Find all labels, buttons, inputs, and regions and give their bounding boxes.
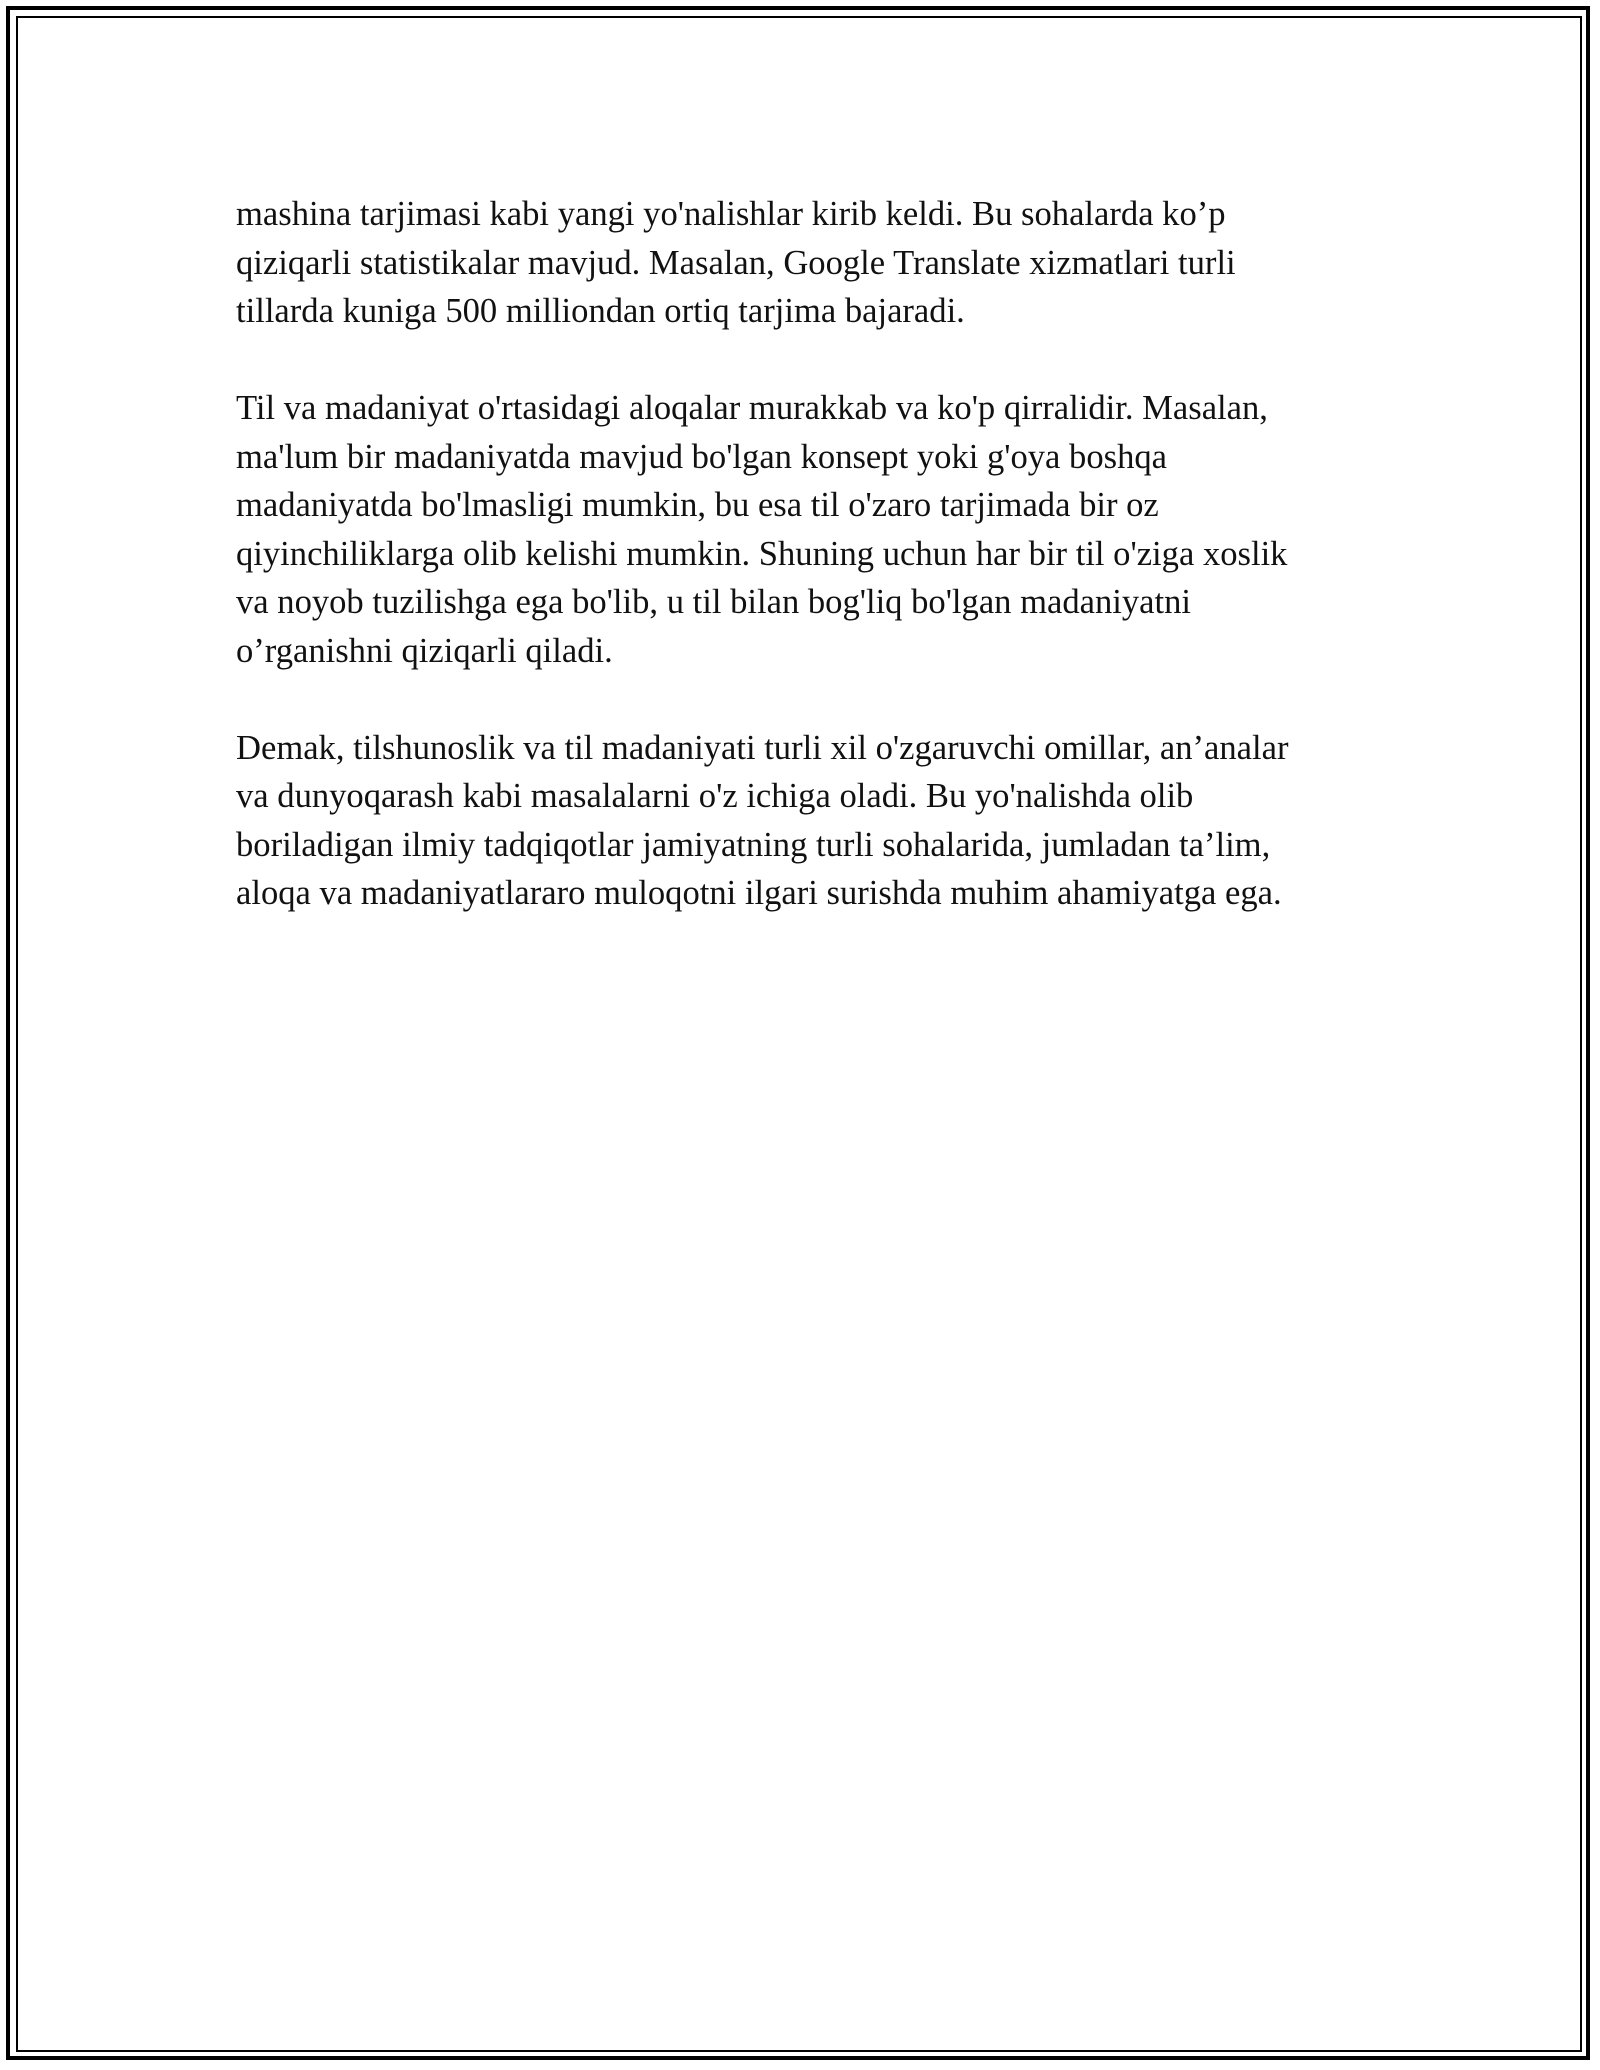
text-line: va noyob tuzilishga ega bo'lib, u til bilan bog'liq bo'lgan madaniyatni xyxy=(236,583,1192,621)
text-line: qiyinchiliklarga olib kelishi mumkin. Shuning uchun har bir til o'ziga xoslik xyxy=(236,534,1288,573)
paragraph-3 xyxy=(236,724,1366,918)
text-line: va dunyoqarash kabi masalalarni o'z ichiga oladi. Bu yo'nalishda olib xyxy=(236,777,1194,815)
paragraph-2 xyxy=(236,384,1366,675)
text-line: tillarda kuniga 500 milliondan ortiq tarjima bajaradi. xyxy=(236,292,965,330)
document-body xyxy=(236,190,1366,966)
text-line: aloqa va madaniyatlararo muloqotni ilgari surishda muhim ahamiyatga ega. xyxy=(236,874,1282,912)
text-line: madaniyatda bo'lmasligi mumkin, bu esa til o'zaro tarjimada bir oz xyxy=(236,486,1159,524)
text-line: qiziqarli statistikalar mavjud. Masalan, Google Translate xizmatlari turli xyxy=(236,243,1236,282)
text-line: Demak, tilshunoslik va til madaniyati turli xil o'zgaruvchi omillar, an’analar xyxy=(236,728,1289,767)
text-line: ma'lum bir madaniyatda mavjud bo'lgan konsept yoki g'oya boshqa xyxy=(236,437,1167,476)
text-line: o’rganishni qiziqarli qiladi. xyxy=(236,631,613,670)
paragraph-1 xyxy=(236,190,1366,336)
text-line: boriladigan ilmiy tadqiqotlar jamiyatning turli sohalarida, jumladan ta’lim, xyxy=(236,825,1271,864)
text-line: mashina tarjimasi kabi yangi yo'nalishlar kirib keldi. Bu sohalarda ko’p xyxy=(236,195,1226,233)
text-line: Til va madaniyat o'rtasidagi aloqalar murakkab va ko'p qirralidir. Masalan, xyxy=(236,389,1268,427)
